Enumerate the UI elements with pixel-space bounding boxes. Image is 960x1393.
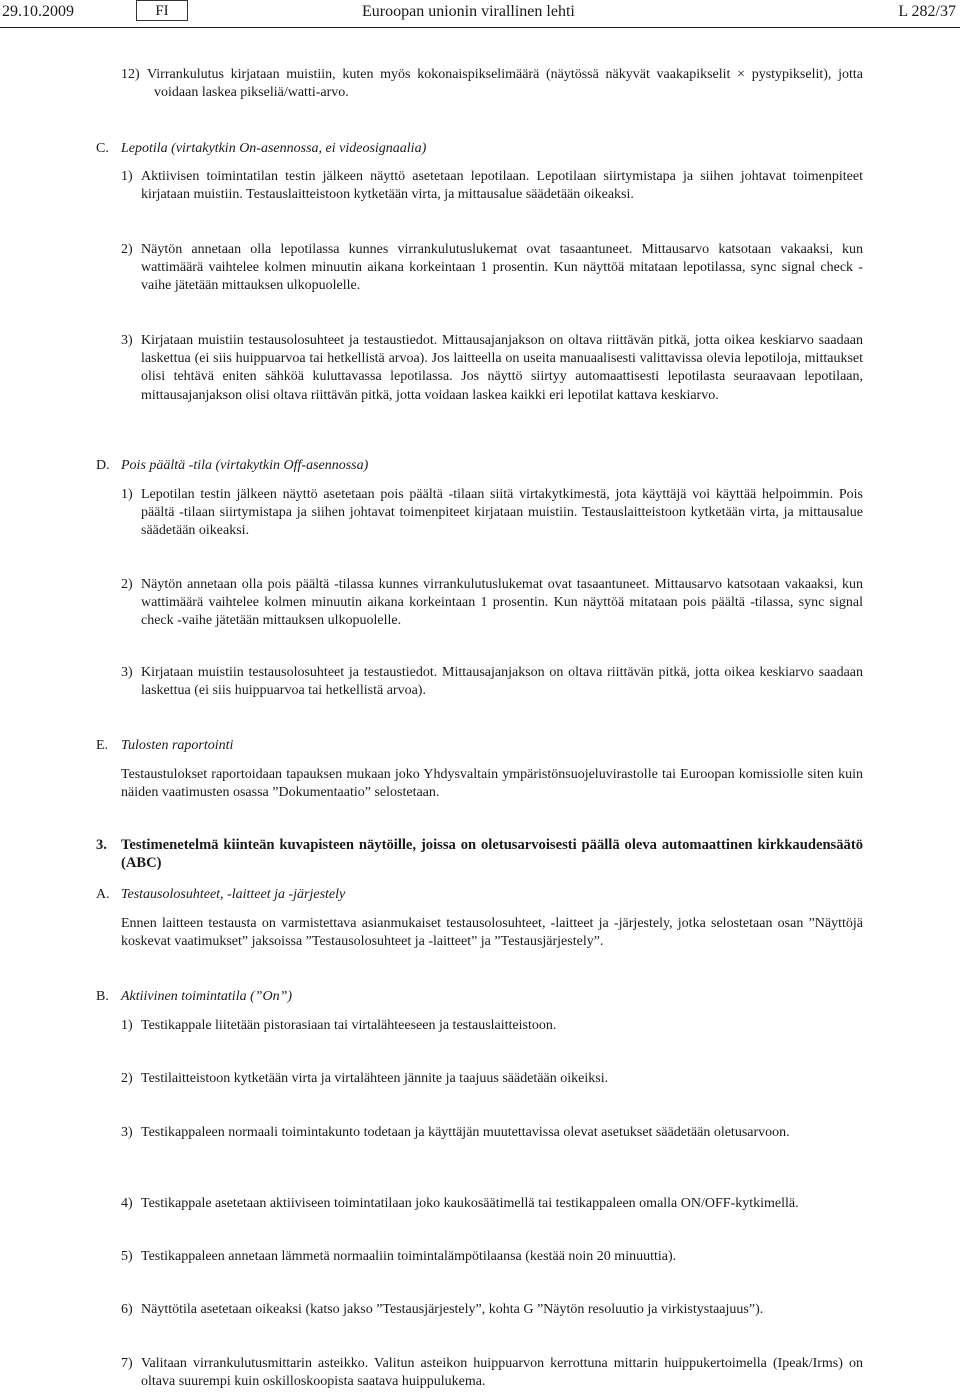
section-title: Aktiivinen toimintatila (”On”) — [121, 989, 293, 1004]
section-title: Lepotila (virtakytkin On-asennossa, ei videosignaalia) — [121, 141, 427, 156]
item-text: Testilaitteistoon kytketään virta ja virtalähteen jännite ja taajuus säädetään oikeiksi. — [141, 1071, 609, 1086]
section-title: Tulosten raportointi — [121, 738, 234, 753]
section-letter: E. — [96, 738, 109, 753]
section-letter: A. — [96, 887, 110, 902]
item-number: 3) — [121, 333, 133, 348]
item-text: Kirjataan muistiin testausolosuhteet ja testaustiedot. Mittausajanjakson on oltava riittävän pitkä, jotta oikea keskiarvo saadaan laskettua (ei siis huippuarvoa tai hetkellistä arvoa). Jos laitteella on useita manuaalisesti valittavissa olevia lepotiloja, mittaukset olisi tehtävä eniten sähköä kuluttavassa lepotilassa. Jos näyttö siirtyy automaattisesti lepotilasta seuraavaan lepotilaan, mittausajanjakson olisi oltava riittävän pitkä, jotta voidaan laskea kaikki eri lepotilat kattava keskiarvo. — [141, 333, 863, 403]
item-text: Näytön annetaan olla lepotilassa kunnes virrankulutuslukemat ovat tasaantuneet. Mittausarvo katsotaan vakaaksi, kun wattimäärä vaihtelee kolmen minuutin aikana korkeintaan 1 prosentin. Kun näyttöä mitataan lepotilassa, sync signal check -vaihe jätetään mittauksen ulkopuolelle. — [141, 242, 863, 294]
item-text: Aktiivisen toimintatilan testin jälkeen näyttö asetetaan lepotilaan. Lepotilaan siirtymistapa ja siihen johtavat toimenpiteet kirjataan muistiin. Testauslaitteistoon kytketään virta, ja mittausalue säädetään oikeaksi. — [141, 169, 863, 203]
header-language-box: FI — [136, 0, 188, 21]
item-number: 4) — [121, 1196, 133, 1211]
item-text: Testikappale asetetaan aktiiviseen toimintatilaan joko kaukosäätimellä tai testikappaleen omalla ON/OFF-kytkimellä. — [141, 1196, 799, 1211]
header-rule — [0, 27, 960, 28]
section-title: Pois päältä -tila (virtakytkin Off-asennossa) — [121, 458, 369, 473]
item-number: 2) — [121, 242, 133, 257]
header-date: 29.10.2009 — [2, 3, 74, 20]
item-number: 2) — [121, 577, 133, 592]
item-text: Testikappaleen annetaan lämmetä normaaliin toimintalämpötilaansa (kestää noin 20 minuuttia). — [141, 1249, 677, 1264]
chapter-title: Testimenetelmä kiinteän kuvapisteen näytöille, joissa on oletusarvoisesti päällä oleva automaattinen kirkkaudensäätö (ABC) — [121, 837, 863, 872]
section-letter: D. — [96, 458, 110, 473]
item-number: 7) — [121, 1356, 133, 1371]
item-number: 3) — [121, 665, 133, 680]
item-text: Valitaan virrankulutusmittarin asteikko. Valitun asteikon huippuarvon kerrottuna mittarin huippukertoimella (Ipeak/Irms) on oltava suurempi kuin oskilloskoopista saatava huippulukema. — [141, 1356, 863, 1390]
section-text: Ennen laitteen testausta on varmistettava asianmukaiset testausolosuhteet, -laitteet ja -järjestely, jotka selostetaan osan ”Näyttöjä koskevat vaatimukset” jaksoissa ”Testausolosuhteet ja -laitteet” ja ”Testausjärjestely”. — [121, 916, 863, 950]
item-text: Näytön annetaan olla pois päältä -tilassa kunnes virrankulutuslukemat ovat tasaantuneet. Mittausarvo katsotaan vakaaksi, kun wattimäärä vaihtelee kolmen minuutin aikana korkeintaan 1 prosentin. Kun näyttöä mitataan pois päältä -tilassa, sync signal check -vaihe jätetään mittauksen ulkopuolelle. — [141, 577, 863, 629]
section-title: Testausolosuhteet, -laitteet ja -järjestely — [121, 887, 346, 902]
item-number: 2) — [121, 1071, 133, 1086]
item-text: Virrankulutus kirjataan muistiin, kuten myös kokonaispikselimäärä (näytössä näkyvät vaakapikselit × pystypikselit), jotta voidaan laskea pikseliä/watti-arvo. — [147, 67, 863, 101]
section-letter: B. — [96, 989, 109, 1004]
item-text: Testikappale liitetään pistorasiaan tai virtalähteeseen ja testauslaitteistoon. — [141, 1018, 557, 1033]
header-page-number: L 282/37 — [898, 3, 956, 20]
item-text: Näyttötila asetetaan oikeaksi (katso jakso ”Testausjärjestely”, kohta G ”Näytön resoluutio ja virkistystaajuus”). — [141, 1302, 764, 1317]
item-number: 12) — [121, 67, 140, 82]
item-text: Testikappaleen normaali toimintakunto todetaan ja käyttäjän muutettavissa olevat asetukset säädetään oletusarvoon. — [141, 1125, 790, 1140]
item-text: Lepotilan testin jälkeen näyttö asetetaan pois päältä -tilaan siitä virtakytkimestä, jota käyttäjä voi käyttää helpoimmin. Pois päältä -tilaan siirtymistapa ja siihen johtavat toimenpiteet kirjataan muistiin. Testauslaitteistoon kytketään virta, ja mittausalue säädetään oikeaksi. — [141, 487, 863, 539]
item-number: 1) — [121, 169, 133, 184]
item-number: 1) — [121, 487, 133, 502]
item-number: 3) — [121, 1125, 133, 1140]
section-text: Testaustulokset raportoidaan tapauksen mukaan joko Yhdysvaltain ympäristönsuojeluvirastolle tai Euroopan komissiolle siten kuin näiden vaatimusten osassa ”Dokumentaatio” selostetaan. — [121, 767, 863, 801]
section-letter: C. — [96, 141, 109, 156]
chapter-number: 3. — [96, 837, 107, 853]
header-journal-title: Euroopan unionin virallinen lehti — [362, 3, 575, 20]
item-number: 6) — [121, 1302, 133, 1317]
item-text: Kirjataan muistiin testausolosuhteet ja testaustiedot. Mittausajanjakson on oltava riittävän pitkä, jotta oikea keskiarvo saadaan laskettua (ei siis huippuarvoa tai hetkellistä arvoa). — [141, 665, 863, 699]
item-number: 5) — [121, 1249, 133, 1264]
item-number: 1) — [121, 1018, 133, 1033]
